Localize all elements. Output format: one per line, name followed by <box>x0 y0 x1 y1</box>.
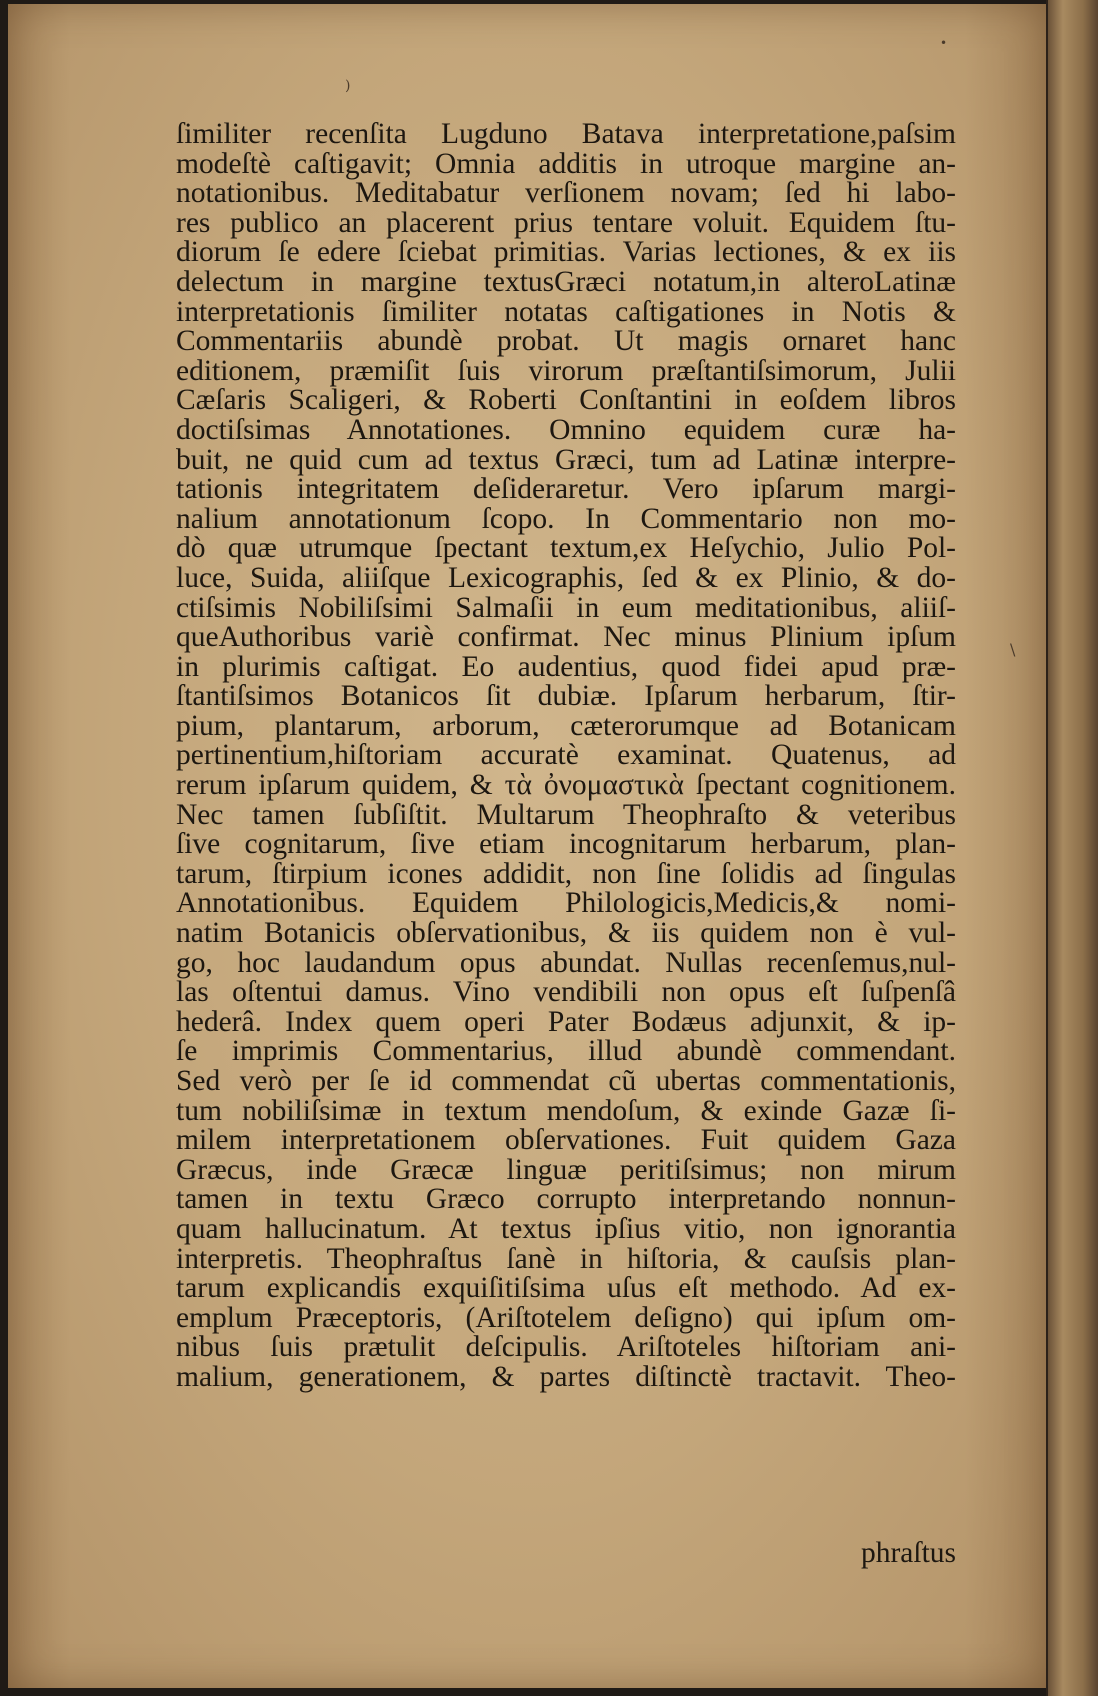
adjacent-page-edge <box>1048 0 1098 1696</box>
text-line: editionem, præmiſit ſuis virorum præſtantiſsimorum, Julii <box>176 354 956 387</box>
text-line: go, hoc laudandum opus abundat. Nullas recenſemus,nul- <box>176 946 956 979</box>
text-line: notationibus. Meditabatur verſionem novam; ſed hi labo- <box>176 177 956 210</box>
text-line: natim Botanicis obſervationibus, & iis quidem non è vul- <box>176 917 956 950</box>
text-line: Græcus, inde Græcæ linguæ peritiſsimus; non mirum <box>176 1153 956 1186</box>
text-line: nibus ſuis prætulit deſcipulis. Ariſtoteles hiſtoriam ani- <box>176 1331 956 1364</box>
body-text <box>176 120 956 1393</box>
text-line: ſe imprimis Commentarius, illud abundè commendant. <box>176 1035 956 1068</box>
text-line: buit, ne quid cum ad textus Græci, tum ad Latinæ interpre- <box>176 443 956 476</box>
text-line: pium, plantarum, arborum, cæterorumque ad Botanicam <box>176 709 956 742</box>
text-line: emplum Præceptoris, (Ariſtotelem deſigno) qui ipſum om- <box>176 1301 956 1334</box>
text-line: in plurimis caſtigat. Eo audentius, quod fidei apud præ- <box>176 650 956 683</box>
text-line: milem interpretationem obſervationes. Fuit quidem Gaza <box>176 1124 956 1157</box>
ink-speck: ) <box>345 78 351 94</box>
text-line: Cæſaris Scaligeri, & Roberti Conſtantini in eoſdem libros <box>176 384 956 417</box>
text-line: tarum explicandis exquiſitiſsima uſus eſt methodo. Ad ex- <box>176 1272 956 1305</box>
text-line: modeſtè caſtigavit; Omnia additis in utroque margine an- <box>176 147 956 180</box>
text-line: rerum ipſarum quidem, & τὰ ὀνομαστικὰ ſpectant cognitionem. <box>176 769 956 802</box>
text-line: quam hallucinatum. At textus ipſius vitio, non ignorantia <box>176 1212 956 1245</box>
text-line: tamen in textu Græco corrupto interpretando nonnun- <box>176 1183 956 1216</box>
text-line: ſimiliter recenſita Lugduno Batava interpretatione,paſsim <box>176 118 956 150</box>
text-line: ſtantiſsimos Botanicos ſit dubiæ. Ipſarum herbarum, ſtir- <box>176 680 956 713</box>
ink-speck: \ <box>1010 640 1016 659</box>
text-line: nalium annotationum ſcopo. In Commentario non mo- <box>176 502 956 535</box>
text-line: luce, Suida, aliiſque Lexicographis, ſed & ex Plinio, & do- <box>176 561 956 594</box>
text-line: queAuthoribus variè confirmat. Nec minus Plinium ipſum <box>176 621 956 654</box>
text-line: diorum ſe edere ſciebat primitias. Varias lectiones, & ex iis <box>176 236 956 269</box>
text-line: delectum in margine textusGræci notatum,in alteroLatinæ <box>176 265 956 298</box>
text-line: Commentariis abundè probat. Ut magis ornaret hanc <box>176 325 956 358</box>
text-line: ſive cognitarum, ſive etiam incognitarum herbarum, plan- <box>176 828 956 861</box>
text-line: tum nobiliſsimæ in textum mendoſum, & exinde Gazæ ſi- <box>176 1094 956 1127</box>
text-line: hederâ. Index quem operi Pater Bodæus adjunxit, & ip- <box>176 1005 956 1038</box>
catchword: phraſtus <box>860 1537 956 1569</box>
text-line: tarum, ſtirpium icones addidit, non ſine ſolidis ad ſingulas <box>176 857 956 890</box>
text-line: ctiſsimis Nobiliſsimi Salmaſii in eum meditationibus, aliiſ- <box>176 591 956 624</box>
text-line: interpretis. Theophraſtus ſanè in hiſtoria, & cauſsis plan- <box>176 1242 956 1275</box>
text-line: malium, generationem, & partes diſtinctè tractavit. Theo- <box>176 1360 956 1393</box>
text-line: pertinentium,hiſtoriam accuratè examinat. Quatenus, ad <box>176 739 956 772</box>
text-line: Sed verò per ſe id commendat cũ ubertas commentationis, <box>176 1065 956 1097</box>
text-line: doctiſsimas Annotationes. Omnino equidem curæ ha- <box>176 413 956 446</box>
text-line: interpretationis ſimiliter notatas caſtigationes in Notis & <box>176 295 956 328</box>
text-line: dò quæ utrumque ſpectant textum,ex Heſychio, Julio Pol- <box>176 532 956 565</box>
text-line: las oſtentui damus. Vino vendibili non opus eſt ſuſpenſâ <box>176 976 956 1009</box>
text-line: Annotationibus. Equidem Philologicis,Medicis,& nomi- <box>176 887 956 920</box>
text-line: Nec tamen ſubſiſtit. Multarum Theophraſto & veteribus <box>176 798 956 831</box>
text-line: tationis integritatem deſideraretur. Vero ipſarum margi- <box>176 473 956 506</box>
text-line: res publico an placerent prius tentare voluit. Equidem ſtu- <box>176 206 956 239</box>
ink-speck: • <box>940 36 948 50</box>
